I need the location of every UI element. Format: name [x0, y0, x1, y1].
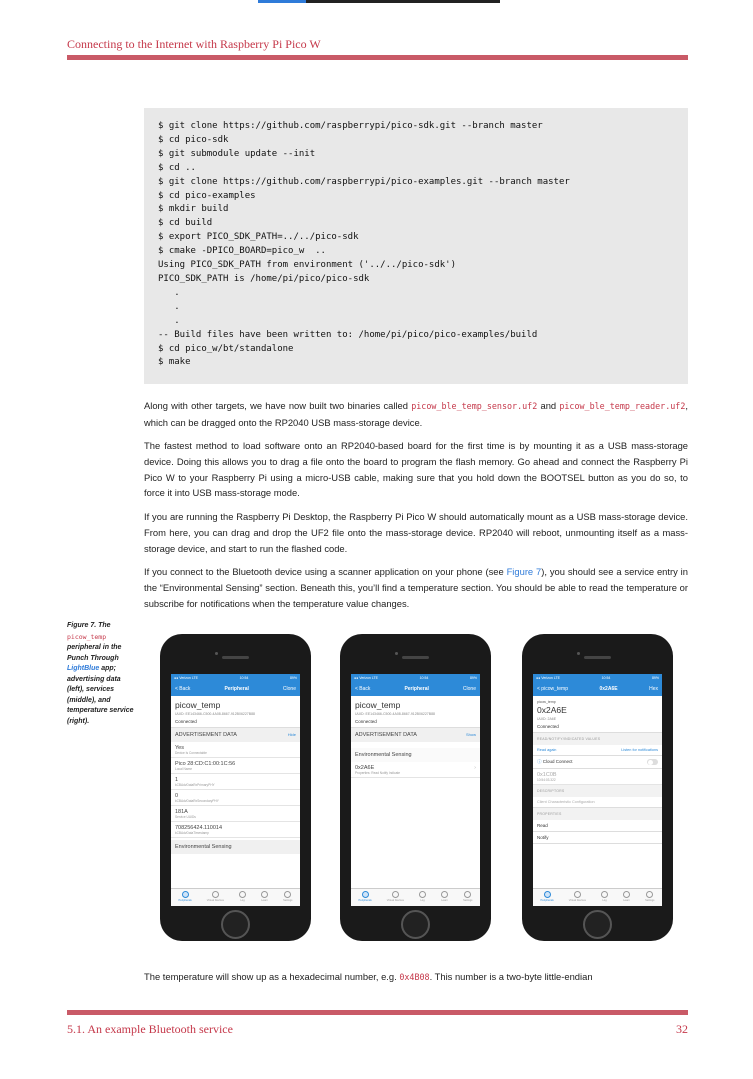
tab-label: Log	[602, 899, 607, 902]
nav-title: 0x2A6E	[599, 686, 618, 692]
characteristic-properties: Properties: Read Notify Indicate	[355, 771, 401, 775]
advertisement-item	[171, 758, 300, 774]
code-line: .	[158, 301, 180, 312]
cloud-connect-label	[537, 759, 573, 765]
carrier: ●● Verizon LTE	[354, 676, 379, 680]
header-rule	[67, 55, 688, 60]
connection-status: Connected	[351, 716, 480, 728]
paragraph-bluetooth	[144, 564, 688, 611]
learn-icon	[261, 891, 268, 898]
tab-learn[interactable]	[441, 891, 448, 902]
property-notify: Notify	[533, 832, 662, 844]
cloud-connect-toggle[interactable]	[647, 759, 658, 765]
camera	[577, 652, 580, 655]
code-line: $ git clone https://github.com/raspberrypi/pico-examples.git --branch master	[158, 176, 570, 187]
tab-peripherals[interactable]	[359, 891, 372, 902]
code-line: Using PICO_SDK_PATH from environment ('../../pico-sdk')	[158, 260, 457, 271]
back-button[interactable]: < Back	[355, 686, 371, 692]
tab-label: Virtual Devices	[206, 899, 224, 902]
carrier: ●● Verizon LTE	[174, 676, 199, 680]
device-name: picow_temp	[537, 700, 556, 704]
listen-notifications-button[interactable]: Listen for notifications	[621, 748, 658, 752]
environmental-section	[351, 748, 480, 762]
advertisement-key: Service UUIDs	[175, 815, 196, 819]
values-section: READ/NOTIFY/INDICATED VALUES	[533, 733, 662, 745]
advertisement-key: kCBAdvDataRxSecondaryPHY	[175, 799, 219, 803]
tab-label: Log	[420, 899, 425, 902]
advertisement-value: 0	[175, 793, 179, 799]
code-line: $ cd ..	[158, 162, 196, 173]
tab-log[interactable]	[601, 891, 608, 902]
descriptors-section: DESCRIPTORS	[533, 785, 662, 797]
status-bar	[533, 674, 662, 682]
section-title: ADVERTISEMENT DATA	[175, 732, 237, 738]
code-line: $ cmake -DPICO_BOARD=pico_w ..	[158, 246, 326, 257]
page-number: 32	[676, 1022, 688, 1036]
camera	[215, 652, 218, 655]
tab-bar	[533, 888, 662, 906]
code-block	[144, 108, 688, 384]
code-line: $ cd pico_w/bt/standalone	[158, 343, 294, 354]
chevron-right-icon: ›	[474, 765, 476, 771]
code-line: $ git submodule update --init	[158, 148, 316, 159]
phone-screen	[351, 674, 480, 906]
tab-label: Virtual Devices	[386, 899, 404, 902]
footer-rule	[67, 1010, 688, 1015]
top-link-highlight	[258, 0, 306, 3]
home-button[interactable]	[401, 910, 430, 939]
read-again-button[interactable]: Read again	[537, 748, 557, 752]
tab-learn[interactable]	[623, 891, 630, 902]
learn-icon	[623, 891, 630, 898]
clone-button[interactable]: Clone	[282, 686, 296, 692]
paragraph-desktop: If you are running the Raspberry Pi Desktop, the Raspberry Pi Pico W should automatically mount as a USB mass-storage device. From here, you can drag and drop the UF2 file onto the mass-storage device. RP2040 will reboot, unmounting itself as a mass-storage device, and start to run the flashed code.	[144, 511, 688, 554]
text: The temperature will show up as a hexadecimal number, e.g.	[144, 971, 400, 982]
hex-button[interactable]: Hex	[649, 686, 658, 692]
phone-screen	[533, 674, 662, 906]
code-hex-example: 0x4B08	[399, 972, 430, 982]
log-icon	[601, 891, 608, 898]
cloud-connect-row	[533, 756, 662, 769]
figure-7-link[interactable]: Figure 7	[506, 566, 542, 577]
tab-label: Virtual Devices	[568, 899, 586, 902]
advertisement-section	[351, 728, 480, 742]
section-title: ADVERTISEMENT DATA	[355, 732, 417, 738]
environmental-section[interactable]	[171, 840, 300, 854]
back-button[interactable]: < Back	[175, 686, 191, 692]
top-link-bar	[258, 0, 500, 3]
descriptor-row[interactable]: Client Characteristic Configuration	[533, 797, 662, 808]
tab-peripherals[interactable]	[179, 891, 192, 902]
text: app; advertising data (left), services (middle), and temperature service (right).	[67, 665, 134, 725]
tab-label: Peripherals	[178, 899, 192, 902]
learn-icon	[441, 891, 448, 898]
tab-bar	[171, 888, 300, 906]
paragraph-binaries	[144, 398, 688, 431]
hide-button[interactable]: Hide	[287, 732, 296, 737]
code-line: $ make	[158, 357, 191, 368]
phone-advertising-data	[160, 634, 311, 941]
paragraph-temperature	[144, 969, 688, 986]
footer-section: 5.1. An example Bluetooth service	[67, 1022, 233, 1036]
connection-status: Connected	[171, 716, 300, 728]
home-button[interactable]	[221, 910, 250, 939]
tab-label: Peripherals	[358, 899, 372, 902]
code-line: -- Build files have been written to: /home/pi/pico/pico-examples/build	[158, 329, 538, 340]
characteristic-name: 0x2A6E	[537, 705, 567, 715]
code-line: .	[158, 315, 180, 326]
tab-label: Learn	[623, 899, 630, 902]
nav-bar	[351, 682, 480, 696]
advertisement-value: 181A	[175, 809, 188, 815]
device-name: picow_temp	[355, 700, 401, 710]
advertisement-key: Local Name	[175, 767, 193, 771]
lightblue-link[interactable]: LightBlue	[67, 665, 100, 672]
code-line: $ cd pico-sdk	[158, 134, 229, 145]
clone-button[interactable]: Clone	[462, 686, 476, 692]
battery: 89%	[469, 676, 477, 680]
text: and	[537, 400, 560, 411]
running-header: Connecting to the Internet with Raspberry Pi Pico W	[67, 37, 321, 51]
nav-bar	[171, 682, 300, 696]
section-title: Environmental Sensing	[175, 844, 232, 850]
tab-label: Settings	[283, 899, 293, 902]
advertisement-value: 1	[175, 777, 179, 783]
advertisement-item	[171, 790, 300, 806]
advertisement-item	[171, 774, 300, 790]
clock: 10:54	[419, 676, 429, 680]
text: Cloud Connect	[542, 759, 573, 764]
nav-title: Peripheral	[224, 686, 249, 692]
nav-title: Peripheral	[404, 686, 429, 692]
peripherals-icon	[362, 891, 369, 898]
speaker	[402, 656, 429, 659]
camera	[395, 652, 398, 655]
code-picow-temp: picow_temp	[67, 632, 107, 641]
paragraph-mass-storage: The fastest method to load software onto an RP2040-based board for the first time is by mounting it as a USB mass-storage device. Doing this allows you to drag a file onto the board to program the flash memory. Go ahead and connect the Raspberry Pi Pico W to your Raspberry Pi using a micro-USB cable, making sure that you hold down the BOOTSEL button as you do so, to force it into USB mass-storage mode.	[144, 440, 688, 499]
clock: 10:54	[239, 676, 249, 680]
text: Figure 7. The	[67, 622, 111, 629]
text: If you connect to the Bluetooth device using a scanner application on your phone (see	[144, 566, 507, 577]
home-button[interactable]	[583, 910, 612, 939]
tab-virtual-devices[interactable]	[387, 891, 404, 902]
nav-bar	[533, 682, 662, 696]
advertisement-key: kCBAdvDataTimestamp	[175, 831, 209, 835]
tab-settings[interactable]	[645, 891, 654, 902]
code-sensor-uf2: picow_ble_temp_sensor.uf2	[411, 401, 538, 411]
settings-icon	[646, 891, 653, 898]
code-line: $ cd pico-examples	[158, 190, 256, 201]
virtual-devices-icon	[212, 891, 219, 898]
tab-log[interactable]	[419, 891, 426, 902]
advertisement-value: Yes	[175, 745, 184, 751]
tab-log[interactable]	[239, 891, 246, 902]
tab-label: Peripherals	[540, 899, 554, 902]
peripherals-icon	[544, 891, 551, 898]
advertisement-item	[171, 742, 300, 758]
advertisement-value: 708256424.110014	[175, 825, 223, 831]
status-bar	[171, 674, 300, 682]
advertisement-section	[171, 728, 300, 742]
tab-virtual-devices[interactable]	[569, 891, 586, 902]
device-uuid: UUID: EE143466-C500-4A08-8667-912B06227B88	[355, 712, 435, 716]
advertisement-key: Device Is Connectable	[175, 751, 207, 755]
tab-settings[interactable]	[463, 891, 472, 902]
log-icon	[419, 891, 426, 898]
info-icon: ⓘ	[537, 759, 542, 764]
value-timestamp: 10:54:03.322	[537, 778, 556, 782]
settings-icon	[284, 891, 291, 898]
text: Along with other targets, we have now built two binaries called	[144, 400, 412, 411]
code-reader-uf2: picow_ble_temp_reader.uf2	[559, 401, 686, 411]
characteristic-uuid: UUID: 2A6E	[537, 717, 557, 721]
code-line: PICO_SDK_PATH is /home/pi/pico/pico-sdk	[158, 273, 370, 284]
connection-status: Connected	[533, 721, 662, 733]
carrier: ●● Verizon LTE	[536, 676, 561, 680]
property-read: Read	[533, 820, 662, 832]
speaker	[222, 656, 249, 659]
tab-settings[interactable]	[283, 891, 292, 902]
status-bar	[351, 674, 480, 682]
tab-bar	[351, 888, 480, 906]
advertisement-key: kCBAdvDataRxPrimaryPHY	[175, 783, 215, 787]
text: 0x2A6E	[355, 765, 375, 771]
tab-virtual-devices[interactable]	[207, 891, 224, 902]
advertisement-item	[171, 822, 300, 838]
settings-icon	[464, 891, 471, 898]
code-line: .	[158, 287, 180, 298]
advertisement-item	[171, 806, 300, 822]
speaker	[584, 656, 611, 659]
device-uuid: UUID: EE143466-C500-4A08-8667-912B06227B88	[175, 712, 255, 716]
section-title: Environmental Sensing	[355, 752, 412, 758]
read-actions	[533, 745, 662, 756]
tab-peripherals[interactable]	[541, 891, 554, 902]
advertisement-list	[171, 742, 300, 838]
figure-caption	[67, 621, 137, 727]
back-button[interactable]: < picow_temp	[537, 686, 568, 692]
properties-section: PROPERTIES	[533, 808, 662, 820]
tab-label: Learn	[261, 899, 268, 902]
battery: 89%	[651, 676, 659, 680]
text: , which can be dragged onto the RP2040 USB mass-storage device.	[144, 400, 688, 428]
virtual-devices-icon	[574, 891, 581, 898]
tab-label: Settings	[463, 899, 473, 902]
text: . This number is a two-byte little-endian	[429, 971, 593, 982]
log-icon	[239, 891, 246, 898]
text: ), you should see a service entry in the “Environmental Sensing” section. Beneath this, you’ll find a temperature section. You should be able to read the temperature or subscribe for notifications when the temperature value changes.	[144, 566, 688, 609]
text: peripheral in the Punch Through	[67, 644, 122, 662]
code-line: $ git clone https://github.com/raspberrypi/pico-sdk.git --branch master	[158, 121, 543, 131]
characteristic-row[interactable]	[351, 762, 480, 778]
device-name: picow_temp	[175, 700, 221, 710]
tab-label: Log	[240, 899, 245, 902]
value-hex: 0x1C0B	[537, 772, 557, 778]
battery: 89%	[289, 676, 297, 680]
peripherals-icon	[182, 891, 189, 898]
tab-label: Learn	[441, 899, 448, 902]
code-line: $ export PICO_SDK_PATH=../../pico-sdk	[158, 232, 359, 243]
virtual-devices-icon	[392, 891, 399, 898]
tab-learn[interactable]	[261, 891, 268, 902]
code-line: $ mkdir build	[158, 204, 229, 215]
advertisement-value: Pico 28:CD:C1:00:1C:56	[175, 761, 236, 767]
code-line: $ cd build	[158, 218, 213, 229]
value-row	[533, 769, 662, 785]
tab-label: Settings	[645, 899, 655, 902]
phone-screen	[171, 674, 300, 906]
clock: 10:54	[601, 676, 611, 680]
phone-temperature-service	[522, 634, 673, 941]
phone-services	[340, 634, 491, 941]
show-button[interactable]: Show	[465, 732, 476, 737]
